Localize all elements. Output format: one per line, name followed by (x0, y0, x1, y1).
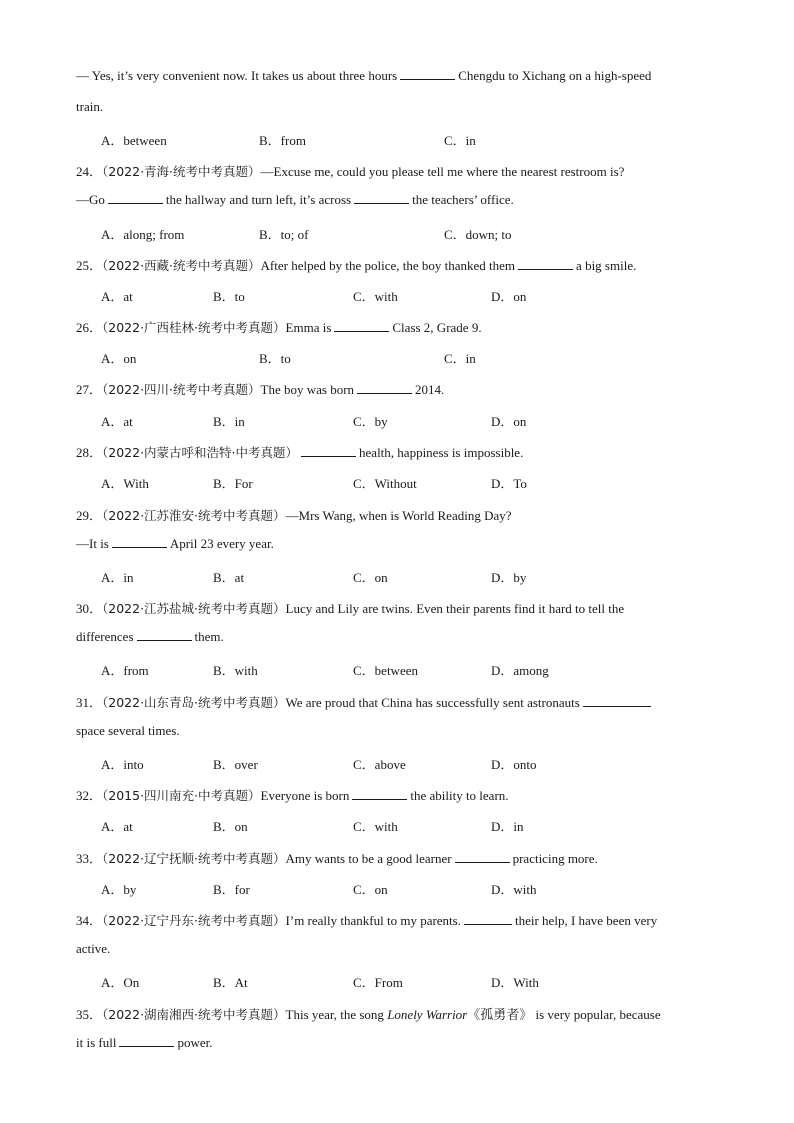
question-35-line2: it is full power. (76, 1035, 213, 1050)
answer-blank (518, 258, 573, 270)
question-35: 35．（2022·湖南湘西·统考中考真题）This year, the song Lonely Warrior《孤勇者》 is very popular, because (76, 1007, 661, 1022)
option-a: A．On (101, 975, 140, 990)
option-a: A．at (101, 819, 133, 834)
answer-blank (352, 788, 407, 800)
option-b: B．For (213, 476, 253, 491)
question-source: （2022·山东青岛·统考中考真题） (102, 695, 286, 710)
question-29-line2: —It is April 23 every year. (76, 536, 274, 551)
option-c: C．down; to (444, 227, 512, 242)
question-33: 33．（2022·辽宁抚顺·统考中考真题）Amy wants to be a good learner practicing more. (76, 851, 598, 866)
question-source: （2022·青海·统考中考真题） (102, 164, 261, 179)
answer-blank (334, 320, 389, 332)
option-c: C．Without (353, 476, 417, 491)
option-d: D．with (491, 882, 537, 897)
option-c: C．with (353, 819, 398, 834)
answer-blank (108, 192, 163, 204)
option-c: C．in (444, 351, 476, 366)
question-28: 28．（2022·内蒙古呼和浩特·中考真题） health, happiness is impossible. (76, 445, 524, 460)
question-source: （2022·江苏淮安·统考中考真题） (102, 508, 286, 523)
question-24: 24．（2022·青海·统考中考真题）—Excuse me, could you please tell me where the nearest restroom is? (76, 164, 625, 179)
answer-blank (357, 382, 412, 394)
option-d: D．onto (491, 757, 537, 772)
option-d: D．on (491, 289, 527, 304)
question-source: （2022·江苏盐城·统考中考真题） (102, 601, 286, 616)
option-b: B．with (213, 663, 258, 678)
option-c: C．between (353, 663, 418, 678)
answer-blank (400, 68, 455, 80)
question-source: （2022·辽宁抚顺·统考中考真题） (102, 851, 286, 866)
answer-blank (583, 695, 651, 707)
option-d: D．by (491, 570, 527, 585)
question-30: 30．（2022·江苏盐城·统考中考真题）Lucy and Lily are twins. Even their parents find it hard to tell the (76, 601, 625, 616)
option-b: B．over (213, 757, 258, 772)
question-source: （2022·内蒙古呼和浩特·中考真题） (102, 445, 299, 460)
option-a: A．into (101, 757, 144, 772)
option-a: A．With (101, 476, 149, 491)
question-27: 27．（2022·四川·统考中考真题）The boy was born 2014. (76, 382, 445, 397)
question-source: （2022·广西桂林·统考中考真题） (102, 320, 286, 335)
option-c: C．From (353, 975, 403, 990)
option-d: D．among (491, 663, 549, 678)
answer-blank (354, 192, 409, 204)
question-source: （2015·四川南充·中考真题） (102, 788, 261, 803)
option-a: A．between (101, 133, 167, 148)
option-b: B．to (259, 351, 291, 366)
option-b: B．from (259, 133, 306, 148)
question-31: 31．（2022·山东青岛·统考中考真题）We are proud that China has successfully sent astronauts (76, 692, 654, 711)
question-23-line1: — Yes, it’s very convenient now. It takes us about three hours Chengdu to Xichang on a high-speed (76, 68, 652, 83)
option-c: C．on (353, 882, 388, 897)
option-a: A．at (101, 289, 133, 304)
question-23-line2: train. (76, 99, 104, 114)
answer-blank (464, 913, 512, 925)
option-a: A．on (101, 351, 137, 366)
option-a: A．by (101, 882, 137, 897)
option-b: B．to; of (259, 227, 309, 242)
option-a: A．from (101, 663, 149, 678)
answer-blank (137, 629, 192, 641)
option-a: A．in (101, 570, 134, 585)
option-a: A．at (101, 414, 133, 429)
question-30-line2: differences them. (76, 629, 224, 644)
option-c: C．with (353, 289, 398, 304)
option-b: B．for (213, 882, 250, 897)
question-26: 26．（2022·广西桂林·统考中考真题）Emma is Class 2, Grade 9. (76, 320, 482, 335)
option-d: D．With (491, 975, 539, 990)
question-source: （2022·辽宁丹东·统考中考真题） (102, 913, 286, 928)
question-25: 25．（2022·西藏·统考中考真题）After helped by the police, the boy thanked them a big smile. (76, 258, 637, 273)
question-source: （2022·四川·统考中考真题） (102, 382, 261, 397)
question-34-line2: active. (76, 941, 111, 956)
question-29: 29．（2022·江苏淮安·统考中考真题）—Mrs Wang, when is World Reading Day? (76, 508, 512, 523)
option-a: A．along; from (101, 227, 185, 242)
question-24-line2: —Go the hallway and turn left, it’s across the teachers’ office. (76, 192, 514, 207)
option-c: C．in (444, 133, 476, 148)
option-c: C．above (353, 757, 406, 772)
option-d: D．in (491, 819, 524, 834)
option-d: D．To (491, 476, 527, 491)
option-c: C．by (353, 414, 388, 429)
answer-blank (119, 1035, 174, 1047)
question-32: 32．（2015·四川南充·中考真题）Everyone is born the ability to learn. (76, 788, 509, 803)
option-b: B．to (213, 289, 245, 304)
song-title: Lonely Warrior (387, 1007, 468, 1022)
answer-blank (455, 851, 510, 863)
option-c: C．on (353, 570, 388, 585)
question-source: （2022·西藏·统考中考真题） (102, 258, 261, 273)
question-31-line2: space several times. (76, 723, 180, 738)
answer-blank (112, 536, 167, 548)
option-b: B．At (213, 975, 248, 990)
question-34: 34．（2022·辽宁丹东·统考中考真题）I’m really thankful to my parents. their help, I have been very (76, 913, 658, 928)
answer-blank (301, 445, 356, 457)
option-b: B．in (213, 414, 245, 429)
question-source: （2022·湖南湘西·统考中考真题） (102, 1007, 286, 1022)
option-b: B．on (213, 819, 248, 834)
option-b: B．at (213, 570, 245, 585)
option-d: D．on (491, 414, 527, 429)
